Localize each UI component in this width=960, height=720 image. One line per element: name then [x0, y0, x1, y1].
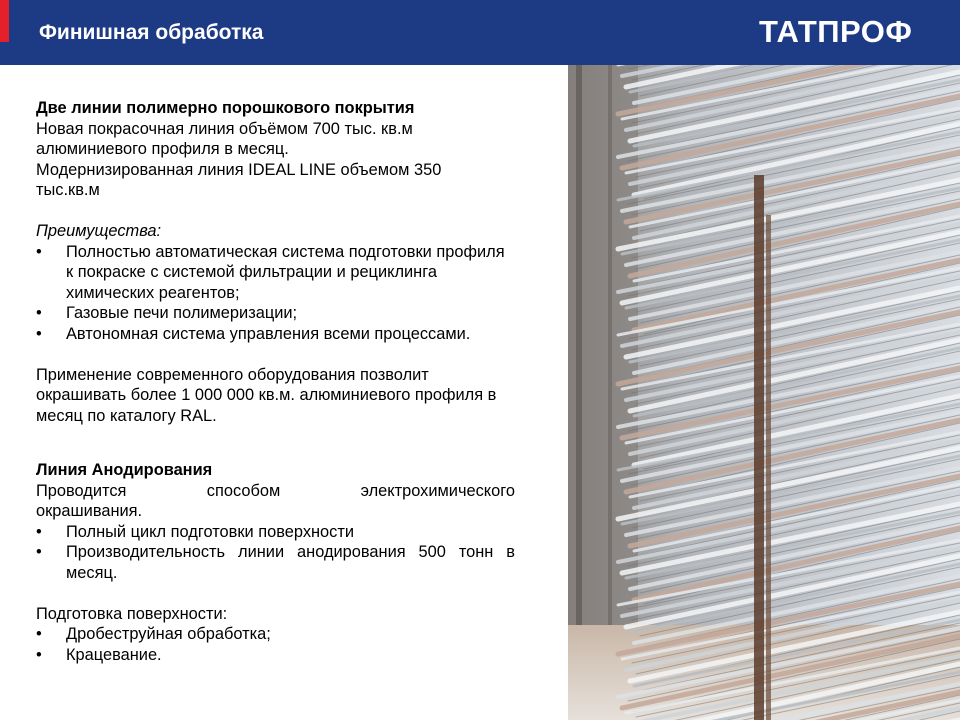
- list-item: • Крацевание.: [36, 645, 515, 666]
- powder-heading: Две линии полимерно порошкового покрытия: [36, 99, 415, 117]
- powder-line-3: Модернизированная линия IDEAL LINE объемом 350: [36, 160, 442, 179]
- main-text: [36, 98, 515, 665]
- spacer: [36, 344, 515, 365]
- anodizing-line-2: окрашивания.: [36, 502, 143, 520]
- list-item: • Автономная система управления всеми процессами.: [36, 324, 515, 345]
- aluminium-profiles-photo: [568, 65, 960, 720]
- spacer: [36, 583, 515, 604]
- surface-label: Подготовка поверхности:: [36, 604, 228, 623]
- anodizing-heading: Линия Анодирования: [36, 461, 213, 479]
- list-item: • Полностью автоматическая система подготовки профиля к покраске с системой фильтрации и рециклинга химических реагентов;: [36, 242, 515, 304]
- powder-line-2: алюминиевого профиля в месяц.: [36, 140, 289, 158]
- advantages-list: [36, 242, 515, 345]
- spacer: [36, 426, 515, 460]
- header-bar: [0, 0, 960, 65]
- powder-line-4: тыс.кв.м: [36, 181, 100, 199]
- list-item: • Полный цикл подготовки поверхности: [36, 522, 515, 543]
- anodizing-list: [36, 522, 515, 584]
- surface-list: [36, 624, 515, 665]
- list-item: • Газовые печи полимеризации;: [36, 303, 515, 324]
- photo-illustration: [568, 65, 960, 720]
- list-item: • Дробеструйная обработка;: [36, 624, 515, 645]
- spacer: [36, 201, 515, 222]
- list-item: • Производительность линии анодирования 500 тонн в месяц.: [36, 542, 515, 583]
- powder-line-1: Новая покрасочная линия объёмом 700 тыс. кв.м: [36, 119, 413, 138]
- red-accent-bar: [0, 0, 9, 42]
- advantages-label: Преимущества:: [36, 222, 162, 240]
- company-logo: ТАТПРОФ: [759, 14, 913, 49]
- powder-summary: Применение современного оборудования позволит окрашивать более 1 000 000 кв.м. алюминиевого профиля в месяц по каталогу RAL.: [36, 365, 497, 425]
- anodizing-line-1: Проводится способом электрохимического: [36, 481, 515, 500]
- slide-title: Финишная обработка: [39, 21, 264, 44]
